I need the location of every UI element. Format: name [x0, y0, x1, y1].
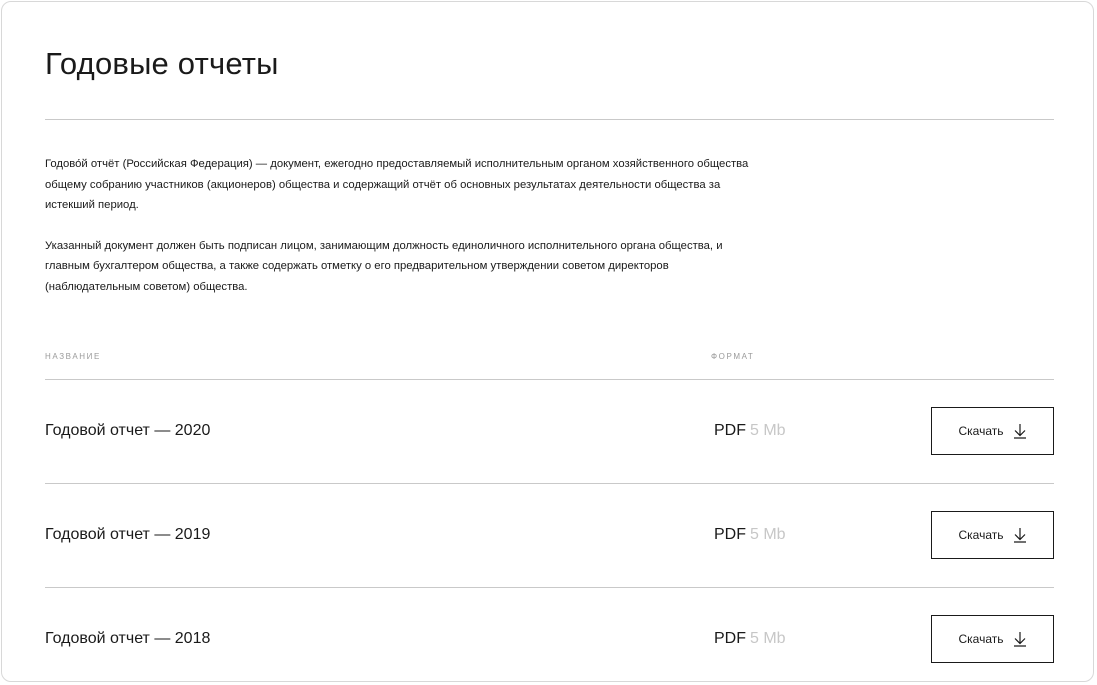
- format-type: PDF: [714, 526, 746, 543]
- download-icon: [1013, 631, 1027, 647]
- page-title: Годовые отчеты: [45, 46, 279, 81]
- report-title: Годовой отчет — 2020: [45, 422, 211, 439]
- annual-reports-card: [1, 1, 1094, 682]
- file-size: 5 Mb: [750, 526, 786, 543]
- table-row: [45, 511, 1054, 559]
- format-type: PDF: [714, 422, 746, 439]
- file-size: 5 Mb: [750, 630, 786, 647]
- description: [45, 154, 765, 317]
- table-row: [45, 407, 1054, 455]
- report-format: [714, 422, 786, 440]
- download-button[interactable]: [931, 407, 1054, 455]
- download-icon: [1013, 423, 1027, 439]
- download-button[interactable]: [931, 615, 1054, 663]
- description-paragraph-1: Годово́й отчёт (Российская Федерация) — документ, ежегодно предоставляемый исполнительным органом хозяйственного общества общему собранию участников (акционеров) общества и содержащий отчёт об основных результатах деятельности общества за истекший период.: [45, 158, 749, 211]
- row-divider: [45, 483, 1054, 484]
- report-format: [714, 630, 786, 648]
- column-header-format: ФОРМАТ: [711, 352, 755, 361]
- download-icon: [1013, 527, 1027, 543]
- report-format: [714, 526, 786, 544]
- report-title: Годовой отчет — 2018: [45, 630, 211, 647]
- column-header-name: НАЗВАНИЕ: [45, 352, 101, 361]
- description-paragraph-2: Указанный документ должен быть подписан лицом, занимающим должность единоличного исполнительного органа общества, и главным бухгалтером общества, а также содержать отметку о его предварительном утверждении советом директоров (наблюдательным советом) общества.: [45, 239, 723, 293]
- table-header-divider: [45, 379, 1054, 380]
- row-divider: [45, 587, 1054, 588]
- download-button-label: Скачать: [958, 424, 1004, 438]
- report-title: Годовой отчет — 2019: [45, 526, 211, 543]
- download-button[interactable]: [931, 511, 1054, 559]
- title-divider: [45, 119, 1054, 120]
- format-type: PDF: [714, 630, 746, 647]
- table-row: [45, 615, 1054, 663]
- file-size: 5 Mb: [750, 422, 786, 439]
- download-button-label: Скачать: [958, 632, 1004, 646]
- download-button-label: Скачать: [958, 528, 1004, 542]
